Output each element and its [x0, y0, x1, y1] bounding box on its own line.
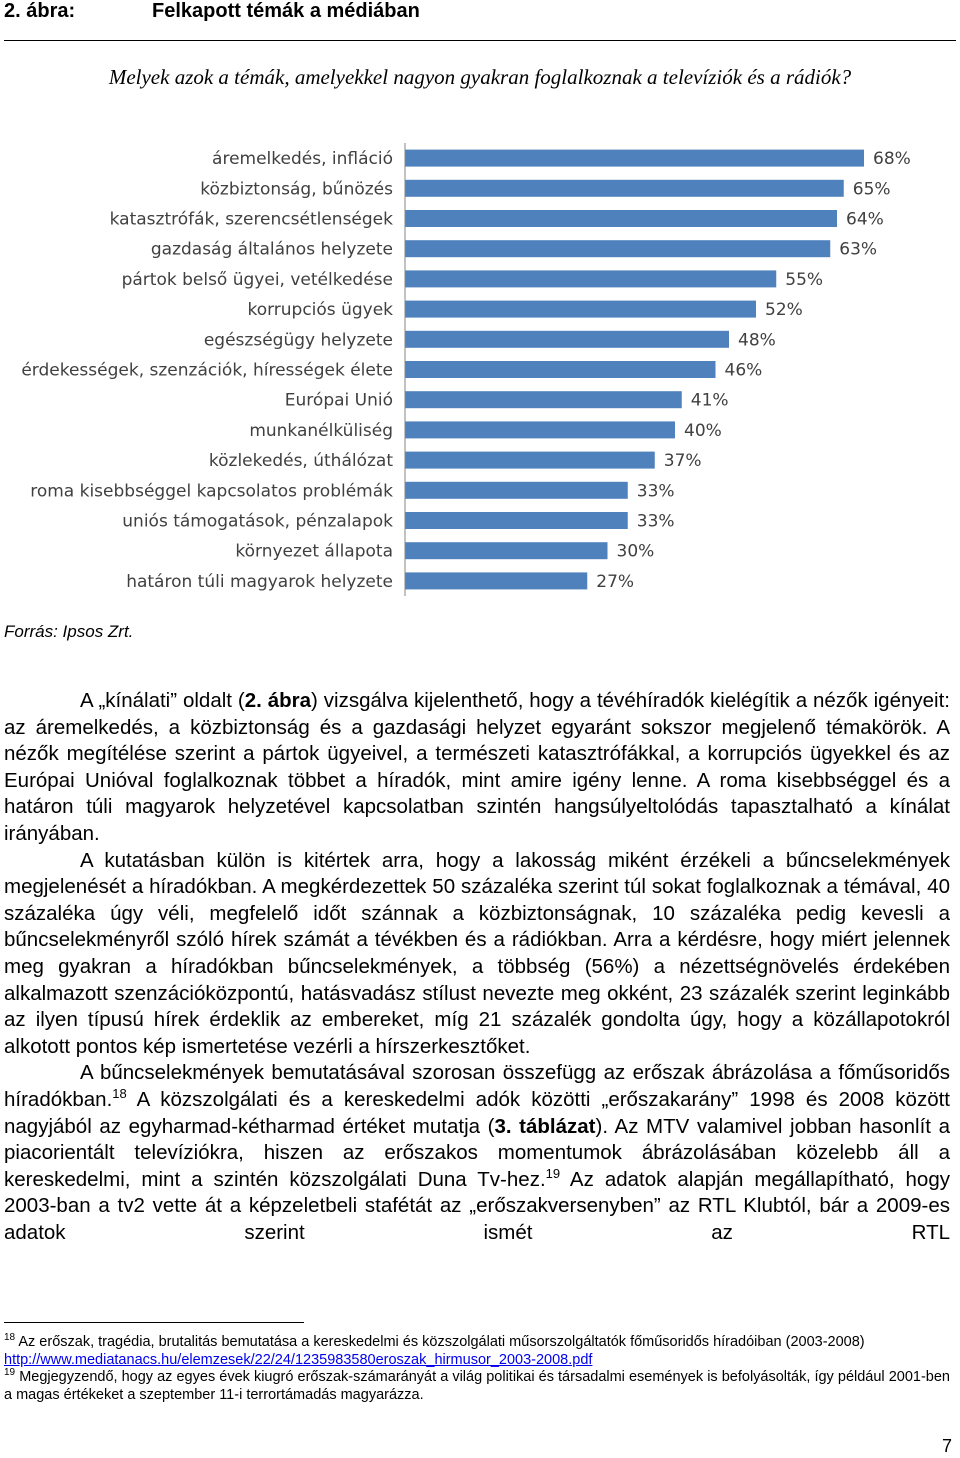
- category-label: környezet állapota: [235, 541, 393, 562]
- data-label: 46%: [724, 360, 763, 381]
- category-label: korrupciós ügyek: [247, 300, 393, 321]
- bar: [405, 270, 776, 287]
- data-label: 40%: [684, 420, 722, 441]
- bar: [405, 391, 682, 408]
- bar: [405, 240, 830, 257]
- page-number: 7: [941, 1436, 952, 1456]
- footnote-18-link[interactable]: http://www.mediatanacs.hu/elemzesek/22/24/1235983580eroszak_hirmusor_2003-2008.pdf: [4, 1351, 593, 1368]
- data-label: 65%: [852, 179, 891, 200]
- data-label: 30%: [616, 541, 655, 562]
- footnote-18-number: 18: [4, 1332, 16, 1344]
- bar: [405, 542, 608, 559]
- data-label: 27%: [596, 571, 635, 592]
- survey-question: Melyek azok a témák, amelyekkel nagyon gyakran foglalkoznak a televíziók és a rádiók?: [108, 65, 852, 89]
- category-label: határon túli magyarok helyzete: [126, 571, 393, 592]
- bar: [405, 452, 655, 469]
- category-label: érdekességek, szenzációk, hírességek élete: [21, 360, 393, 381]
- category-label: katasztrófák, szerencsétlenségek: [109, 209, 393, 230]
- data-label: 33%: [636, 511, 675, 532]
- paragraph-1-text-b: ) vizsgálva kijelenthető, hogy a tévéhíradók kielégítik a nézők igényeit: az áremelkedés, a közbiztonság és a gazdasági helyzet egyaránt sokszor megjelenő témakörök. A nézők megítélése szerint a pártok ügyeivel, a természeti katasztrófákkal, a korrupciós ügyekkel és az Európai Unióval foglalkoznak többet a híradók, mint amire igény lenne. A roma kisebbséggel és a határon túli magyarok helyzetével kapcsolatban szintén hangsúlyeltolódás tapasztalható a kínálat irányában.: [4, 689, 950, 845]
- data-label: 52%: [765, 300, 803, 321]
- footnote-18: [4, 1334, 950, 1369]
- figure-source: Forrás: Ipsos Zrt.: [4, 622, 134, 641]
- data-label: 55%: [785, 269, 824, 290]
- footnote-19: [4, 1369, 950, 1404]
- footnote-19-text: Megjegyzendő, hogy az egyes évek kiugró erőszak-számarányát a világ politikai és társadalmi események is befolyásolták, így például 2001-ben a magas értékeket a szeptember 11-i terrortámadás magyarázza.: [4, 1369, 950, 1403]
- paragraph-2: A kutatásban külön is kitértek arra, hogy a lakosság miként érzékeli a bűncselekmények megjelenését a híradókban. A megkérdezettek 50 százaléka szerint túl sokat foglalkoznak a témával, 40 százaléka úgy véli, megfelelő időt szánnak a közbiztonságnak, 10 százaléka pedig kevesli a bűncselekményről szóló hírek számát a tévékben és a rádiókban. Arra a kérdésre, hogy miért jelennek meg gyakran a híradókban bűncselekmények, a többség (56%) a nézettségnövelés érdekében alkalmazott szenzációközpontú, hatásvadász stílust nevezte meg okként, 23 százalék szerint leginkább az ilyen típusú hírek érdeklik az embereket, míg 21 százalék gondolta úgy, hogy a közállapotokról alkotott pontos kép ismertetése vezérli a hírszerkesztőket.: [4, 848, 950, 1058]
- data-label: 41%: [690, 390, 729, 411]
- figure-number: 2. ábra:: [4, 0, 76, 22]
- category-label: közbiztonság, bűnözés: [200, 179, 393, 200]
- category-label: áremelkedés, infláció: [212, 149, 393, 170]
- paragraph-3-text-a: A bűncselekmények bemutatásával szorosan összefügg az erőszak ábrázolása a főműsoridős híradókban.: [4, 1061, 950, 1111]
- bar: [405, 331, 729, 348]
- figure-reference: 2. ábra: [244, 689, 312, 712]
- bar: [405, 301, 756, 318]
- paragraph-3: [4, 1060, 950, 1246]
- topics-bar-chart: [0, 140, 960, 600]
- figure-title: Felkapott témák a médiában: [152, 0, 420, 22]
- bar: [405, 572, 587, 589]
- footnote-19-number: 19: [4, 1367, 16, 1379]
- bar: [405, 512, 628, 529]
- paragraph-3-text-c: ). Az MTV valamivel jobban hasonlít a piacorientált televíziókra, hiszen az erőszakos momentumok ábrázolásában közelebb áll a kereskedelmi, mint a szintén közszolgálati Duna Tv-hez.: [4, 1114, 951, 1191]
- data-label: 48%: [738, 330, 776, 351]
- footnote-ref-18: 18: [112, 1086, 127, 1102]
- bar: [405, 482, 628, 499]
- footnote-separator: [4, 1322, 304, 1323]
- category-label: roma kisebbséggel kapcsolatos problémák: [30, 481, 393, 502]
- category-label: egészségügy helyzete: [203, 330, 393, 351]
- bar: [405, 361, 716, 378]
- footnotes: [4, 1334, 950, 1404]
- category-label: gazdaság általános helyzete: [150, 239, 393, 260]
- paragraph-1-text-a: A „kínálati” oldalt (: [80, 689, 245, 712]
- data-label: 63%: [839, 239, 878, 260]
- data-label: 64%: [846, 209, 884, 230]
- category-label: Európai Unió: [284, 390, 393, 411]
- data-label: 33%: [636, 481, 675, 502]
- heading-rule: [4, 40, 956, 41]
- category-label: pártok belső ügyei, vetélkedése: [121, 269, 393, 290]
- data-label: 37%: [663, 451, 702, 472]
- footnote-18-text: Az erőszak, tragédia, brutalitás bemutatása a kereskedelmi és közszolgálati műsorszolgáltatók főműsoridős híradóiban (2003-2008): [15, 1334, 865, 1350]
- data-label: 68%: [873, 149, 911, 170]
- footnote-ref-19: 19: [545, 1165, 561, 1181]
- bar: [405, 150, 864, 167]
- category-label: uniós támogatások, pénzalapok: [122, 511, 393, 532]
- paragraph-3-text-d: Az adatok alapján megállapítható, hogy 2003-ban a tv2 vette át a képzeletbeli stafétát az „erőszakversenyben” az RTL Klubtól, bár a 2009-es adatok szerint ismét az RTL: [4, 1167, 950, 1244]
- bar: [405, 180, 844, 197]
- category-label: közlekedés, úthálózat: [208, 451, 393, 472]
- paragraph-1: [4, 688, 950, 848]
- body-text: [4, 688, 950, 1246]
- bar: [405, 210, 837, 227]
- bar: [405, 421, 675, 438]
- paragraph-3-text-b: A közszolgálati és a kereskedelmi adók közötti „erőszakarány” 1998 és 2008 között nagyjából az egyharmad-kétharmad értéket mutatja (: [4, 1087, 950, 1138]
- table-reference: 3. táblázat: [494, 1114, 596, 1138]
- category-label: munkanélküliség: [249, 420, 393, 441]
